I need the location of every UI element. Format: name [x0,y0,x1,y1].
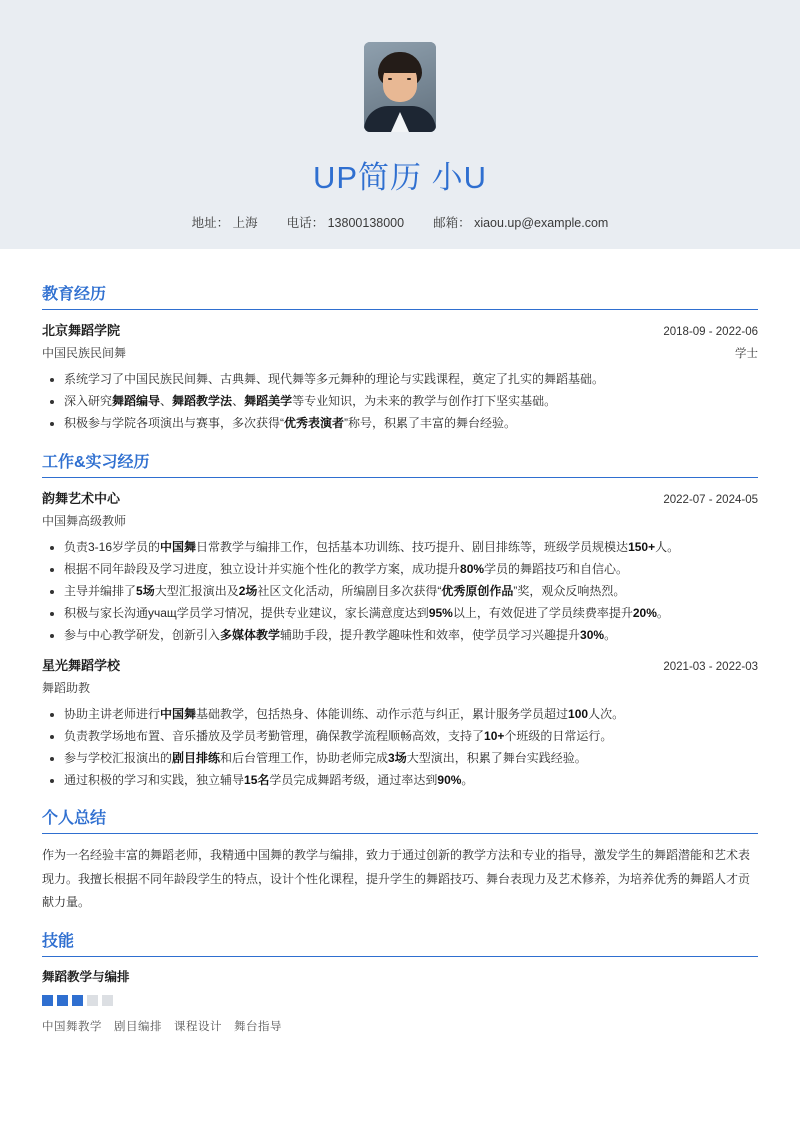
bullet-item: • 协助主讲老师进行中国舞基础教学，包括热身、体能训练、动作示范与纠正，累计服务学员超过100人次。 [64,703,758,725]
divider [42,477,758,478]
entry-subheader [42,512,758,529]
entry-subheader [42,344,758,361]
section-title-skills: 技能 [42,933,75,951]
avatar-eye-left [388,78,392,80]
bullet-item: • 参与学校汇报演出的剧目排练和后台管理工作，协助老师完成3场大型演出，积累了舞台实践经验。 [64,747,758,769]
major: 中国民族民间舞 [42,346,127,360]
entry-header [42,320,758,339]
avatar-fringe [381,59,419,73]
skill-dot [72,995,83,1006]
avatar [364,42,436,132]
bullet-item: • 积极参与学院各项演出与赛事，多次获得“优秀表演者”称号，积累了丰富的舞台经验。 [64,412,758,434]
divider [42,956,758,957]
page-title: UP简历 小U [312,160,488,195]
bullet-item: • 积极与家长沟通учащ学员学习情况，提供专业建议，家长满意度达到95%以上，有效促进了学员续费率提升20%。 [64,602,758,624]
divider [42,833,758,834]
skill-dot [42,995,53,1006]
bullet-item: • 通过积极的学习和实践，独立辅导15名学员完成舞蹈考级，通过率达到90%。 [64,769,758,791]
education-date: 2018-09 - 2022-06 [663,326,758,338]
skill-level-dots [42,995,758,1006]
divider [42,309,758,310]
email-label: 邮箱： [433,216,471,230]
email-value: xiaou.up@example.com [474,216,609,230]
skill-dot [87,995,98,1006]
education-entry [42,320,758,435]
skill-dot [57,995,68,1006]
section-education [42,281,758,435]
address-label: 地址： [191,216,230,230]
bullet-item: • 参与中心教学研发，创新引入多媒体教学辅助手段，提升教学趣味性和效率，使学员学习兴趣提升30%。 [64,624,758,646]
section-summary [42,805,758,914]
avatar-eye-right [407,78,411,80]
skill-dot [102,995,113,1006]
bullet-item: • 深入研究舞蹈编导、舞蹈教学法、舞蹈美学等专业知识，为未来的教学与创作打下坚实基础。 [64,390,758,412]
summary-text: 作为一名经验丰富的舞蹈老师，我精通中国舞的教学与编排，致力于通过创新的教学方法和专业的指导，激发学生的舞蹈潜能和艺术表现力。我擅长根据不同年龄段学生的特点，设计个性化课程，提升学生的舞蹈技巧、舞台表现力及艺术修养，为培养优秀的舞蹈人才贡献力量。 [42,848,751,910]
degree: 学士 [735,348,758,360]
job-title: 中国舞高级教师 [42,513,127,528]
resume-header [0,0,800,249]
work-date: 2022-07 - 2024-05 [663,493,758,506]
bullet-item: • 负责3-16岁学员的中国舞日常教学与编排工作，包括基本功训练、技巧提升、剧目排练等，班级学员规模达150+人。 [64,536,758,558]
address-value: 上海 [232,216,258,230]
work-bullets [42,536,758,647]
section-title-education: 教育经历 [42,286,107,303]
work-entry [42,655,758,792]
entry-header [42,488,758,507]
work-bullets [42,703,758,792]
resume-body [0,249,800,1034]
bullet-item: • 根据不同年龄段及学习进度，独立设计并实施个性化的教学方案，成功提升80%学员的舞蹈技巧和自信心。 [64,558,758,580]
skill-tags [42,1018,758,1034]
section-skills [42,928,758,1034]
company-name: 星光舞蹈学校 [42,657,121,673]
bullet-item: • 主导并编排了5场大型汇报演出及2场社区文化活动，所编剧目多次获得“优秀原创作品”奖，观众反响热烈。 [64,580,758,602]
skill-name: 舞蹈教学与编排 [42,970,130,985]
work-date: 2021-03 - 2022-03 [663,660,758,673]
school-name: 北京舞蹈学院 [42,323,121,338]
skill-tag: 剧目编排 [114,1021,162,1034]
skill-tag: 中国舞教学 [42,1021,102,1034]
company-name: 韵舞艺术中心 [42,490,121,506]
bullet-item: • 负责教学场地布置、音乐播放及学员考勤管理，确保教学流程顺畅高效，支持了10+个班级的日常运行。 [64,725,758,747]
section-work [42,449,758,792]
skill-tag: 课程设计 [174,1021,222,1034]
section-title-work: 工作&实习经历 [42,453,150,471]
entry-header [42,655,758,674]
phone-label: 电话： [286,216,325,230]
bullet-item: • 系统学习了中国民族民间舞、古典舞、现代舞等多元舞种的理论与实践课程，奠定了扎实的舞蹈基础。 [64,368,758,390]
entry-subheader [42,679,758,696]
contact-line [0,213,800,231]
work-entry [42,488,758,647]
job-title: 舞蹈助教 [42,680,91,695]
phone-value: 13800138000 [327,216,405,230]
education-bullets [42,368,758,435]
section-title-summary: 个人总结 [42,810,107,828]
skill-tag: 舞台指导 [234,1021,282,1034]
